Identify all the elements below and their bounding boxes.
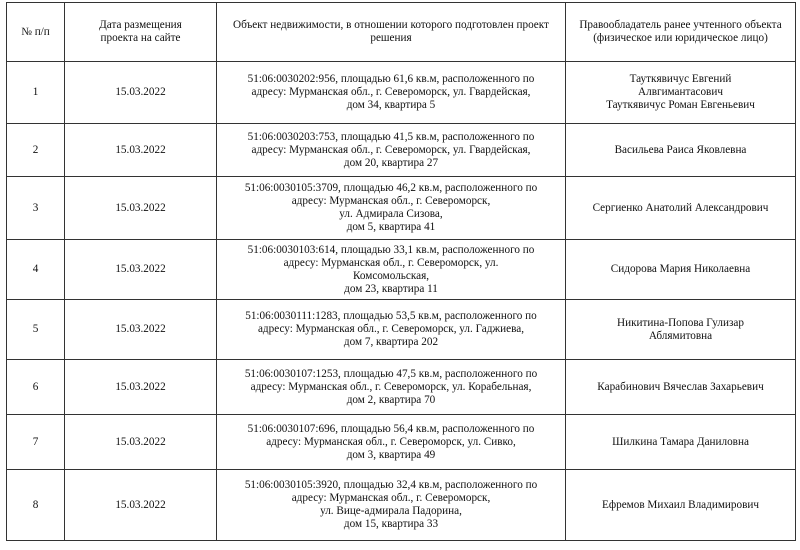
row-number: 8 bbox=[7, 470, 65, 541]
object-line: адресу: Мурманская обл., г. Североморск, ул. bbox=[283, 256, 499, 269]
row-number: 2 bbox=[7, 124, 65, 177]
row-date: 15.03.2022 bbox=[65, 240, 217, 300]
row-number: 4 bbox=[7, 240, 65, 300]
object-line: 51:06:0030105:3709, площадью 46,2 кв.м, расположенного по bbox=[244, 182, 538, 194]
object-line: дом 5, квартира 41 bbox=[346, 221, 436, 233]
owner-line: Шилкина Тамара Даниловна bbox=[612, 435, 749, 448]
object-line: 51:06:0030105:3920, площадью 32,4 кв.м, расположенного по bbox=[244, 479, 538, 491]
header-num: № п/п bbox=[7, 3, 65, 62]
row-object bbox=[217, 360, 566, 415]
object-line: 51:06:0030107:1253, площадью 47,5 кв.м, расположенного по bbox=[244, 367, 538, 380]
row-date: 15.03.2022 bbox=[65, 415, 217, 470]
row-date: 15.03.2022 bbox=[65, 62, 217, 124]
table-row bbox=[7, 124, 796, 177]
row-object bbox=[217, 240, 566, 300]
header-owner bbox=[566, 3, 796, 62]
owner-line: Тауткявичус Евгений bbox=[629, 73, 732, 85]
row-number: 7 bbox=[7, 415, 65, 470]
object-line: дом 23, квартира 11 bbox=[344, 282, 438, 295]
object-line: ул. Вице-адмирала Падорина, bbox=[320, 505, 462, 517]
row-number: 3 bbox=[7, 177, 65, 240]
row-owner bbox=[566, 470, 796, 541]
object-line: 51:06:0030111:1283, площадью 53,5 кв.м, расположенного по bbox=[245, 310, 537, 322]
object-line: ул. Адмирала Сизова, bbox=[339, 208, 443, 220]
table-header bbox=[7, 3, 796, 62]
object-line: дом 20, квартира 27 bbox=[343, 156, 439, 169]
table-row bbox=[7, 300, 796, 360]
row-object bbox=[217, 300, 566, 360]
owner-line: Тауткявичус Роман Евгеньевич bbox=[606, 99, 755, 111]
owner-line: Сидорова Мария Николаевна bbox=[610, 263, 751, 275]
owner-line: Сергиенко Анатолий Александрович bbox=[592, 201, 769, 214]
object-line: дом 15, квартира 33 bbox=[343, 518, 439, 530]
table-row bbox=[7, 240, 796, 300]
object-line: адресу: Мурманская обл., г. Североморск, bbox=[291, 195, 491, 207]
row-date: 15.03.2022 bbox=[65, 124, 217, 177]
row-owner bbox=[566, 415, 796, 470]
header-row bbox=[7, 3, 796, 62]
row-number: 6 bbox=[7, 360, 65, 415]
object-line: 51:06:0030202:956, площадью 61,6 кв.м, расположенного по bbox=[247, 73, 535, 85]
row-object bbox=[217, 470, 566, 541]
object-line: Комсомольская, bbox=[352, 269, 430, 282]
object-line: дом 7, квартира 202 bbox=[343, 336, 439, 348]
object-line: 51:06:0030107:696, площадью 56,4 кв.м, расположенного по bbox=[247, 422, 535, 435]
object-line: дом 2, квартира 70 bbox=[346, 393, 436, 406]
header-object-text: Объект недвижимости, в отношении которого подготовлен проект решения bbox=[233, 19, 549, 44]
row-object bbox=[217, 177, 566, 240]
object-line: адресу: Мурманская обл., г. Североморск, ул. Гаджиева, bbox=[257, 323, 525, 335]
object-line: адресу: Мурманская обл., г. Североморск, ул. Гвардейская, bbox=[251, 86, 531, 98]
header-date bbox=[65, 3, 217, 62]
row-number: 5 bbox=[7, 300, 65, 360]
header-owner-text: Правообладатель ранее учтенного объекта (физическое или юридическое лицо) bbox=[579, 19, 782, 44]
row-number: 1 bbox=[7, 62, 65, 124]
owner-line: Васильева Раиса Яковлевна bbox=[614, 143, 747, 156]
row-owner bbox=[566, 360, 796, 415]
object-line: адресу: Мурманская обл., г. Североморск, ул. Корабельная, bbox=[250, 380, 532, 393]
owner-line: Никитина-Попова Гулизар bbox=[617, 316, 744, 329]
object-line: дом 3, квартира 49 bbox=[346, 448, 436, 461]
row-object bbox=[217, 124, 566, 177]
table-row bbox=[7, 470, 796, 541]
row-owner bbox=[566, 124, 796, 177]
row-date: 15.03.2022 bbox=[65, 470, 217, 541]
owner-line: Алвгимантасович bbox=[638, 86, 723, 98]
object-line: адресу: Мурманская обл., г. Североморск, ул. Сивко, bbox=[266, 435, 516, 448]
object-line: дом 34, квартира 5 bbox=[346, 99, 436, 111]
row-object bbox=[217, 415, 566, 470]
object-line: адресу: Мурманская обл., г. Североморск, ул. Гвардейская, bbox=[251, 143, 531, 156]
registry-table bbox=[6, 2, 796, 541]
owner-line: Карабинович Вячеслав Захарьевич bbox=[597, 380, 764, 393]
header-object bbox=[217, 3, 566, 62]
row-date: 15.03.2022 bbox=[65, 300, 217, 360]
owner-line: Аблямитовна bbox=[648, 329, 713, 342]
object-line: 51:06:0030103:614, площадью 33,1 кв.м, расположенного по bbox=[247, 243, 535, 256]
table-row bbox=[7, 415, 796, 470]
row-object bbox=[217, 62, 566, 124]
table-row bbox=[7, 177, 796, 240]
row-owner bbox=[566, 177, 796, 240]
object-line: 51:06:0030203:753, площадью 41,5 кв.м, расположенного по bbox=[247, 130, 535, 143]
row-owner bbox=[566, 62, 796, 124]
row-owner bbox=[566, 240, 796, 300]
row-date: 15.03.2022 bbox=[65, 177, 217, 240]
table-body bbox=[7, 62, 796, 541]
table-row bbox=[7, 62, 796, 124]
owner-line: Ефремов Михаил Владимирович bbox=[602, 498, 759, 511]
header-date-text: Дата размещения проекта на сайте bbox=[99, 19, 182, 44]
row-date: 15.03.2022 bbox=[65, 360, 217, 415]
row-owner bbox=[566, 300, 796, 360]
table-row bbox=[7, 360, 796, 415]
object-line: адресу: Мурманская обл., г. Североморск, bbox=[291, 492, 491, 504]
